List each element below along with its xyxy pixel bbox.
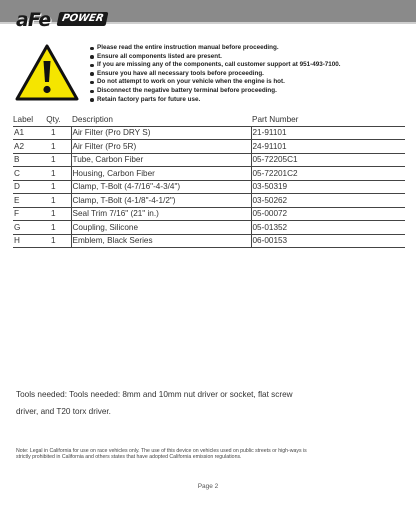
cell-part-number: 06-00153 (251, 234, 405, 248)
table-row (13, 153, 405, 167)
table-row (13, 167, 405, 181)
table-row (13, 140, 405, 154)
warning-note: If you are missing any of the components, call customer support at 951-493-7100. (90, 61, 410, 70)
cell-part-number: 05-01352 (251, 221, 405, 235)
cell-qty: 1 (36, 167, 71, 181)
cell-qty: 1 (36, 234, 71, 248)
cell-qty: 1 (36, 221, 71, 235)
warning-triangle-icon (15, 44, 79, 102)
cell-label: B (13, 153, 36, 167)
cell-part-number: 03-50319 (251, 180, 405, 194)
cell-label: A1 (13, 126, 36, 140)
cell-part-number: 05-72205C1 (251, 153, 405, 167)
table-row (13, 194, 405, 208)
cell-description: Tube, Carbon Fiber (71, 153, 251, 167)
warning-note: Ensure you have all necessary tools before proceeding. (90, 70, 410, 79)
tools-needed-text: Tools needed: Tools needed: 8mm and 10mm nut driver or socket, flat screw driver, and T20 torx driver. (16, 390, 293, 416)
header-label: Label (13, 114, 34, 124)
cell-part-number: 21-91101 (251, 126, 405, 140)
cell-label: F (13, 207, 36, 221)
cell-description: Seal Trim 7/16" (21" in.) (71, 207, 251, 221)
table-row (13, 207, 405, 221)
cell-qty: 1 (36, 126, 71, 140)
cell-description: Emblem, Black Series (71, 234, 251, 248)
cell-qty: 1 (36, 207, 71, 221)
warning-notes-list (90, 44, 410, 104)
cell-label: C (13, 167, 36, 181)
header-part-number: Part Number (252, 114, 299, 124)
cell-label: H (13, 234, 36, 248)
header-description: Description (72, 114, 113, 124)
warning-note: Disconnect the negative battery terminal before proceeding. (90, 87, 410, 96)
cell-part-number: 05-72201C2 (251, 167, 405, 181)
cell-part-number: 24-91101 (251, 140, 405, 154)
warning-note: Retain factory parts for future use. (90, 96, 410, 105)
cell-description: Air Filter (Pro 5R) (71, 140, 251, 154)
cell-label: D (13, 180, 36, 194)
cell-description: Clamp, T-Bolt (4-7/16"-4-3/4") (71, 180, 251, 194)
cell-label: E (13, 194, 36, 208)
cell-qty: 1 (36, 194, 71, 208)
cell-label: G (13, 221, 36, 235)
legal-note: Note: Legal in California for use on race vehicles only. The use of this device on vehicles used on public streets or high-ways is strictly prohibited in California and others states that have adopted California emission regulations. (16, 448, 307, 461)
cell-qty: 1 (36, 140, 71, 154)
table-row (13, 126, 405, 140)
cell-description: Clamp, T-Bolt (4-1/8"-4-1/2") (71, 194, 251, 208)
table-row (13, 234, 405, 248)
cell-description: Air Filter (Pro DRY S) (71, 126, 251, 140)
table-row (13, 221, 405, 235)
afe-power-logo (16, 6, 116, 34)
cell-description: Coupling, Silicone (71, 221, 251, 235)
cell-label: A2 (13, 140, 36, 154)
cell-part-number: 03-50262 (251, 194, 405, 208)
page-number: Page 2 (197, 483, 219, 490)
parts-table (13, 113, 405, 248)
warning-note: Please read the entire instruction manual before proceeding. (90, 44, 410, 53)
table-row (13, 180, 405, 194)
logo-power-badge: POWER (57, 12, 109, 26)
header-qty: Qty. (46, 114, 61, 124)
logo-text: aFe (16, 9, 51, 31)
warning-note: Do not attempt to work on your vehicle when the engine is hot. (90, 78, 410, 87)
table-header-row (13, 113, 405, 126)
cell-qty: 1 (36, 153, 71, 167)
warning-note: Ensure all components listed are present. (90, 53, 410, 62)
cell-part-number: 05-00072 (251, 207, 405, 221)
cell-description: Housing, Carbon Fiber (71, 167, 251, 181)
cell-qty: 1 (36, 180, 71, 194)
